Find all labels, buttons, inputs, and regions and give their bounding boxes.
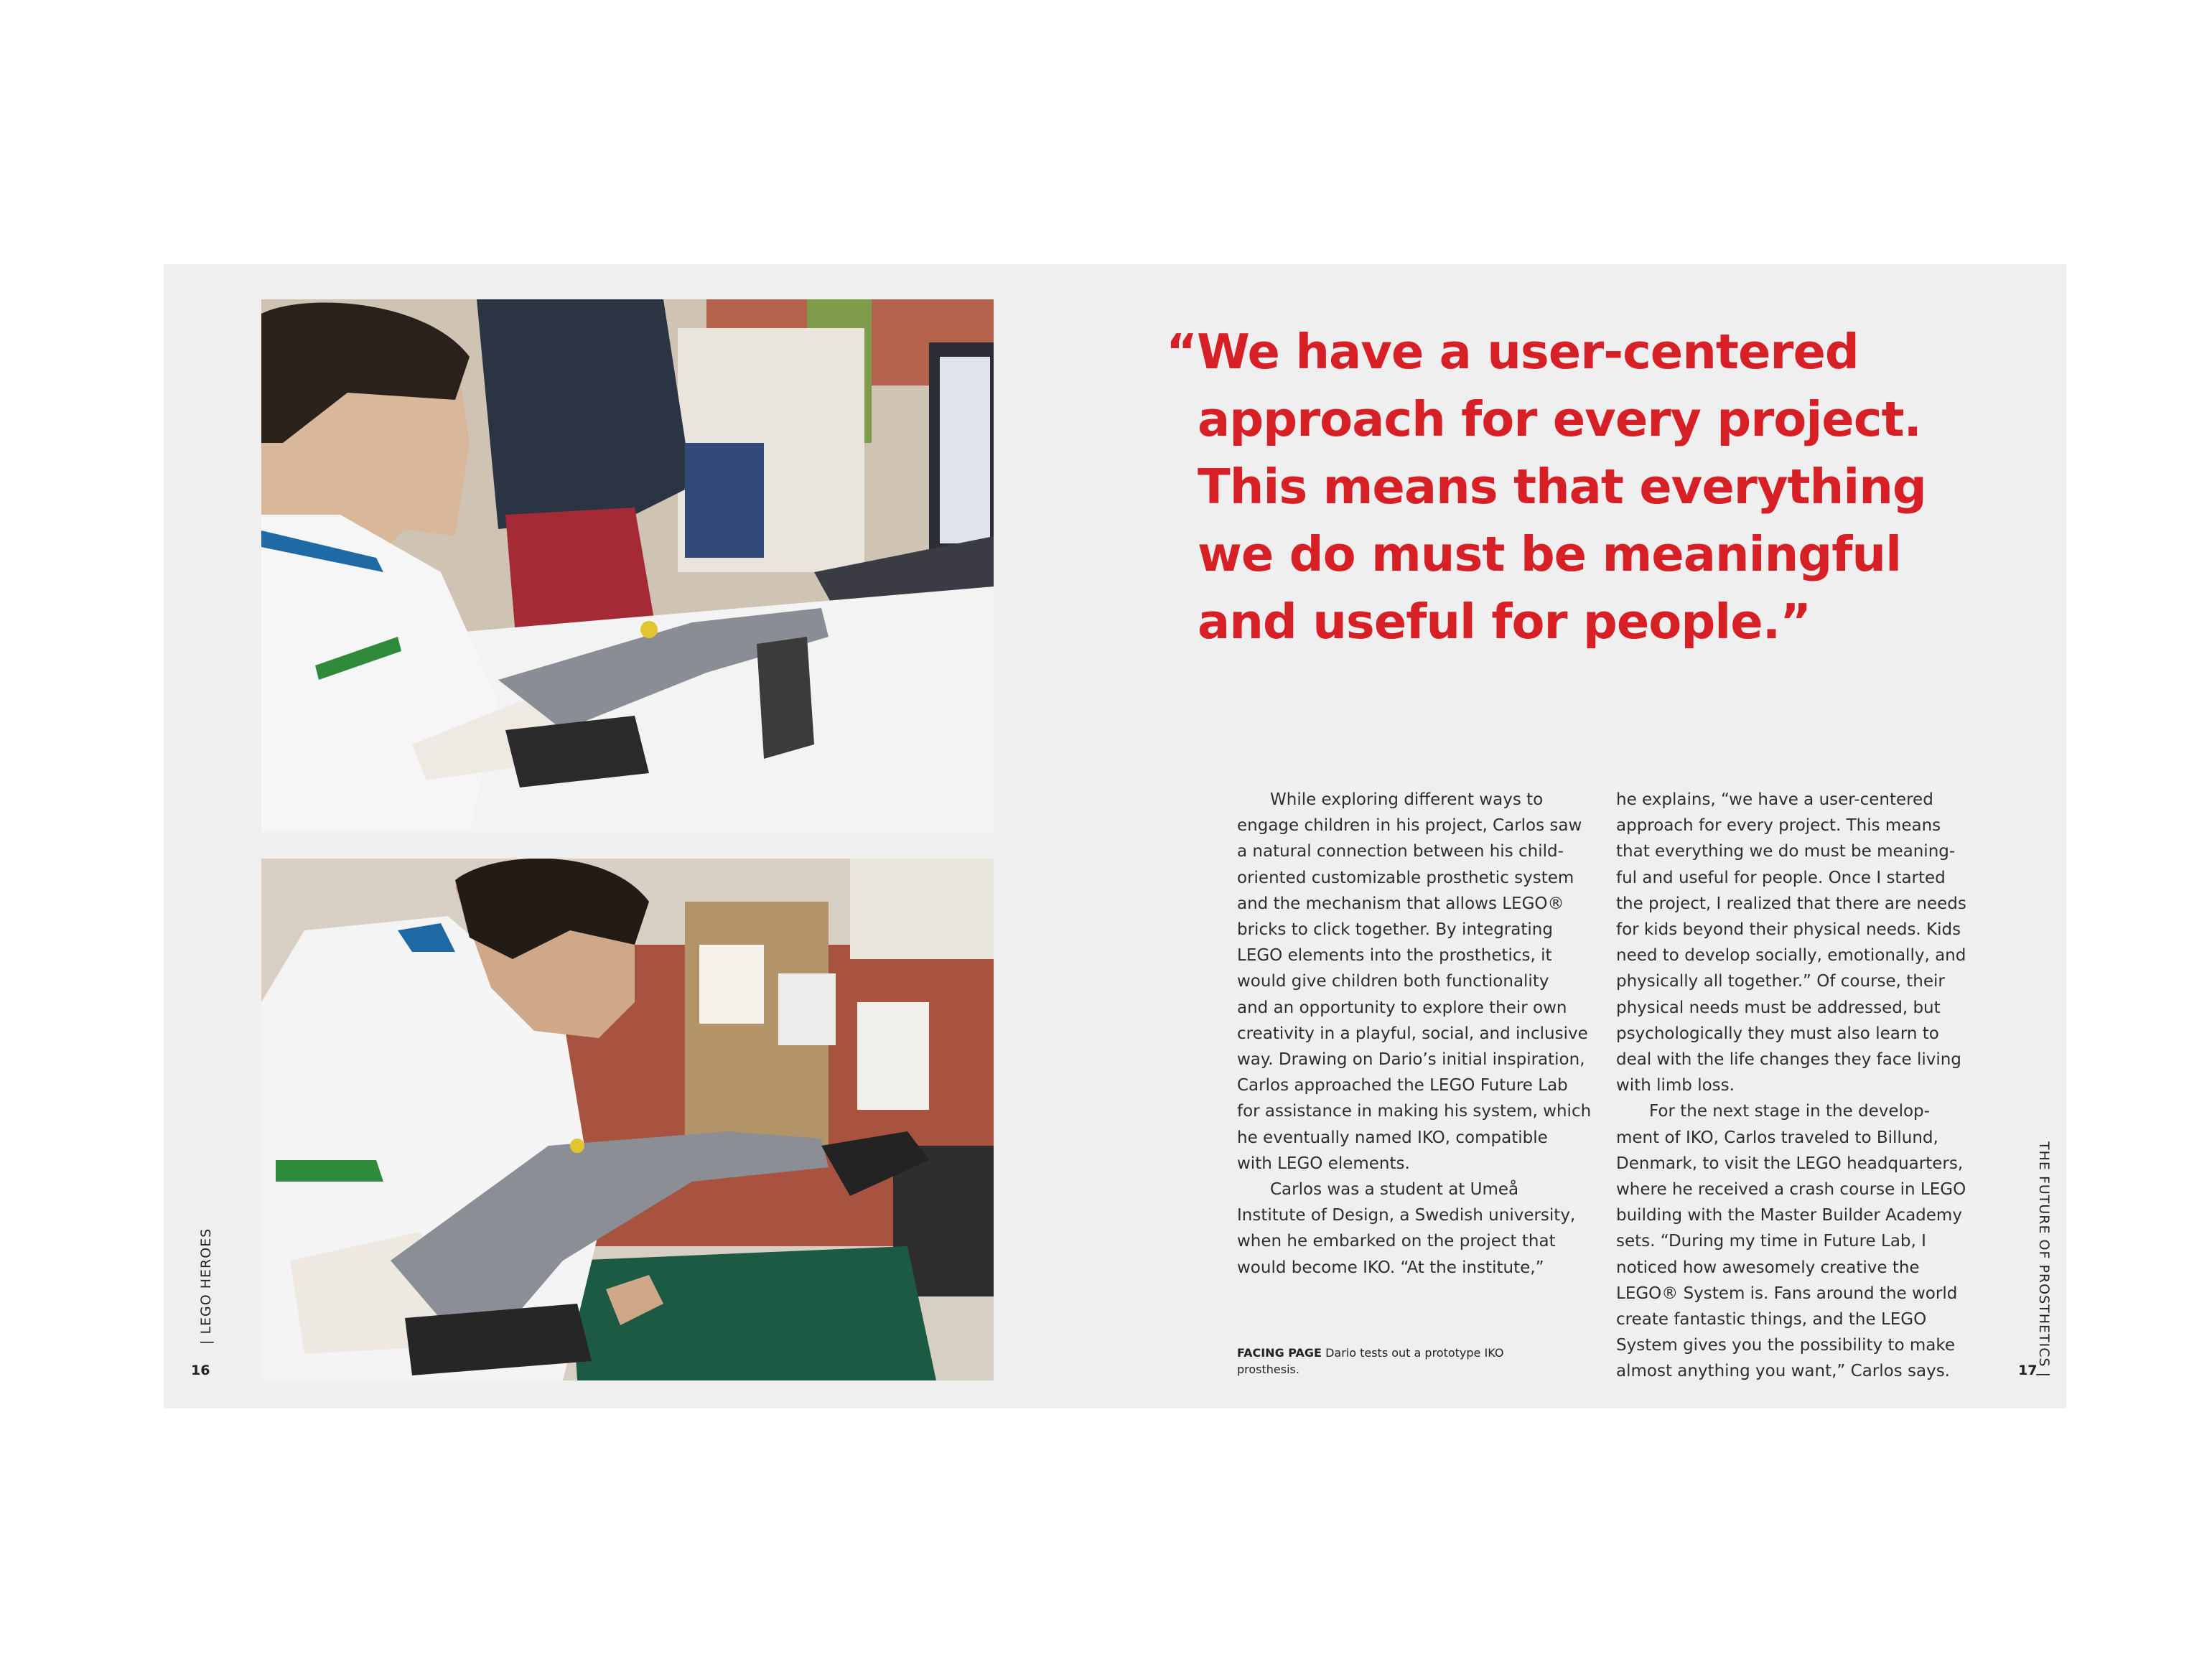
pull-quote-line: we do must be meaningful [1198, 526, 1902, 582]
body-line: for assistance in making his system, which [1237, 1102, 1592, 1121]
body-line: he eventually named IKO, compatible [1237, 1128, 1548, 1147]
caption-label: FACING PAGE [1237, 1346, 1322, 1360]
body-column-left [1237, 787, 1596, 1281]
pull-quote [1166, 318, 1987, 655]
body-line: with limb loss. [1616, 1076, 1735, 1095]
body-line: when he embarked on the project that [1237, 1232, 1556, 1251]
body-line: would become IKO. “At the institute,” [1237, 1258, 1544, 1277]
caption-text: Dario tests out a prototype IKO [1325, 1346, 1504, 1360]
body-column-right [1616, 787, 1975, 1385]
body-line: bricks to click together. By integrating [1237, 920, 1553, 940]
photo-boy-building-prosthesis [261, 859, 994, 1380]
body-line: Denmark, to visit the LEGO headquarters, [1616, 1154, 1964, 1173]
body-line: way. Drawing on Dario’s initial inspiration, [1237, 1050, 1585, 1070]
body-line: he explains, “we have a user-centered [1616, 790, 1933, 809]
body-line: While exploring different ways to [1270, 790, 1544, 809]
body-line: noticed how awesomely creative the [1616, 1258, 1920, 1277]
caption-text-cont: prosthesis. [1237, 1363, 1299, 1376]
body-line: physical needs must be addressed, but [1616, 998, 1941, 1017]
body-line: For the next stage in the develop- [1649, 1102, 1930, 1121]
running-head-right: THE FUTURE OF PROSTHETICS | [2036, 1141, 2052, 1378]
caption-line [1237, 1345, 1567, 1361]
body-line: where he received a crash course in LEGO [1616, 1180, 1966, 1200]
body-line: deal with the life changes they face living [1616, 1050, 1961, 1070]
photo-boy-testing-prosthesis [261, 299, 994, 832]
body-line: psychologically they must also learn to [1616, 1024, 1939, 1043]
body-line: approach for every project. This means [1616, 816, 1941, 836]
body-line: Carlos was a student at Umeå [1270, 1180, 1519, 1200]
photo-boy-testing-prosthesis-icon [261, 299, 994, 832]
page-number-right: 17 [2018, 1363, 2038, 1378]
photo-caption [1237, 1345, 1567, 1378]
body-line: ment of IKO, Carlos traveled to Billund, [1616, 1128, 1938, 1147]
body-line: ful and useful for people. Once I started [1616, 868, 1946, 887]
body-line: LEGO® System is. Fans around the world [1616, 1284, 1958, 1303]
body-line: with LEGO elements. [1237, 1154, 1410, 1173]
body-line: the project, I realized that there are needs [1616, 894, 1966, 913]
body-line: need to develop socially, emotionally, and [1616, 946, 1966, 966]
running-head-left: | LEGO HEROES [198, 1228, 214, 1345]
body-line: a natural connection between his child- [1237, 842, 1564, 861]
body-line: almost anything you want,” Carlos says. [1616, 1362, 1950, 1381]
body-line: engage children in his project, Carlos saw [1237, 816, 1582, 836]
body-line: for kids beyond their physical needs. Kids [1616, 920, 1961, 940]
pull-quote-line: This means that everything [1198, 459, 1926, 515]
page-number-left: 16 [191, 1363, 210, 1378]
body-line: that everything we do must be meaning- [1616, 842, 1956, 861]
body-line: physically all together.” Of course, their [1616, 972, 1945, 991]
body-line: LEGO elements into the prosthetics, it [1237, 946, 1552, 966]
pull-quote-line: and useful for people.” [1198, 594, 1811, 650]
body-line: building with the Master Builder Academy [1616, 1206, 1962, 1225]
body-line: Carlos approached the LEGO Future Lab [1237, 1076, 1568, 1095]
pull-quote-line: “We have a user-centered [1166, 324, 1859, 380]
body-line: System gives you the possibility to make [1616, 1336, 1956, 1355]
magazine-spread [164, 264, 2066, 1408]
body-line: and the mechanism that allows LEGO® [1237, 894, 1564, 913]
photo-boy-building-prosthesis-icon [261, 859, 994, 1380]
body-line: creativity in a playful, social, and inclusive [1237, 1024, 1588, 1043]
body-line: create fantastic things, and the LEGO [1616, 1310, 1927, 1329]
body-line: oriented customizable prosthetic system [1237, 868, 1574, 887]
body-line: and an opportunity to explore their own [1237, 998, 1567, 1017]
body-line: Institute of Design, a Swedish university, [1237, 1206, 1576, 1225]
body-line: would give children both functionality [1237, 972, 1549, 991]
body-line: sets. “During my time in Future Lab, I [1616, 1232, 1926, 1251]
pull-quote-line: approach for every project. [1198, 391, 1921, 447]
